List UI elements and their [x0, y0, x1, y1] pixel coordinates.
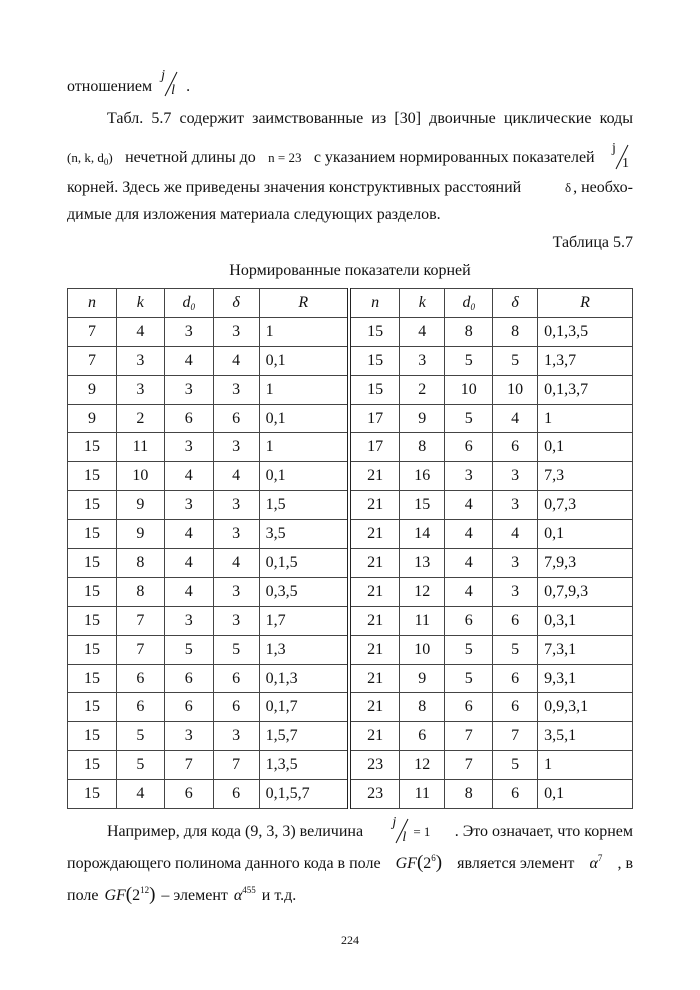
- table-cell: 6: [164, 693, 213, 722]
- table-cell: 23: [349, 780, 400, 809]
- length-limit: n = 23: [268, 150, 302, 165]
- table-cell: 21: [349, 462, 400, 491]
- table-row: [68, 520, 633, 549]
- table-cell: 8: [116, 577, 164, 606]
- fraction-denominator: 1: [621, 156, 629, 171]
- table-cell: 0,1: [259, 346, 349, 375]
- table-cell: 15: [68, 780, 117, 809]
- header-delta: δ: [213, 289, 259, 318]
- field-gf-2-12: $GF(2^{12})$: [104, 884, 156, 905]
- table-cell: 1,3,7: [538, 346, 633, 375]
- table-cell: 4: [445, 491, 493, 520]
- ratio-fraction-2: [609, 143, 631, 173]
- table-cell: 7,3: [538, 462, 633, 491]
- table-cell: 3: [164, 722, 213, 751]
- table-cell: 11: [400, 780, 445, 809]
- table-cell: 4: [445, 549, 493, 578]
- table-cell: 3: [213, 375, 259, 404]
- table-cell: 1: [259, 317, 349, 346]
- table-cell: 15: [68, 751, 117, 780]
- para1-line2-text-b: с указанием нормированных показателей: [313, 149, 595, 166]
- table-cell: 8: [400, 693, 445, 722]
- table-cell: 6: [445, 433, 493, 462]
- table-cell: 21: [349, 664, 400, 693]
- table-cell: 4: [164, 577, 213, 606]
- table-cell: 1,5: [259, 491, 349, 520]
- table-cell: 8: [445, 780, 493, 809]
- table-cell: 3: [164, 433, 213, 462]
- table-cell: 17: [349, 433, 400, 462]
- table-cell: 3: [116, 375, 164, 404]
- para2-line1: [67, 817, 633, 847]
- table-cell: 3,5: [259, 520, 349, 549]
- table-cell: 3: [493, 549, 538, 578]
- table-cell: 0,1,5: [259, 549, 349, 578]
- table-cell: 5: [493, 635, 538, 664]
- table-cell: 4: [116, 780, 164, 809]
- fraction-denominator: l: [171, 83, 176, 98]
- para2-line3-text-c: и т.д.: [261, 886, 297, 904]
- table-cell: 6: [164, 780, 213, 809]
- table-cell: 7: [68, 346, 117, 375]
- table-cell: 7: [164, 751, 213, 780]
- header-n: n: [349, 289, 400, 318]
- fraction-numerator: j: [161, 68, 166, 83]
- top-end: .: [186, 78, 191, 95]
- table-cell: 12: [400, 577, 445, 606]
- table-cell: 6: [493, 664, 538, 693]
- table-cell: 1,5,7: [259, 722, 349, 751]
- table-cell: 6: [164, 664, 213, 693]
- table-cell: 3,5,1: [538, 722, 633, 751]
- table-cell: 3: [164, 491, 213, 520]
- table-cell: 3: [213, 433, 259, 462]
- table-cell: 15: [68, 693, 117, 722]
- table-cell: 15: [68, 549, 117, 578]
- table-cell: 4: [400, 317, 445, 346]
- table-cell: 6: [116, 693, 164, 722]
- table-cell: 10: [116, 462, 164, 491]
- table-cell: 3: [164, 606, 213, 635]
- table-cell: 0,1: [538, 433, 633, 462]
- table-cell: 3: [213, 520, 259, 549]
- para1-line1: Табл. 5.7 содержит заимствованные из [30] двоичные циклические коды: [107, 110, 633, 127]
- table-cell: 9: [116, 520, 164, 549]
- table-cell: 0,1,5,7: [259, 780, 349, 809]
- table-cell: 7: [116, 635, 164, 664]
- table-row: [68, 433, 633, 462]
- para2-line2-text-c: , в: [617, 854, 633, 872]
- table-cell: 9: [116, 491, 164, 520]
- table-cell: 6: [213, 664, 259, 693]
- code-params: (n, k, $d_0$): [67, 150, 113, 167]
- table-cell: 6: [164, 404, 213, 433]
- table-cell: 0,1: [259, 462, 349, 491]
- delta-symbol: δ: [564, 180, 572, 195]
- table-cell: 21: [349, 606, 400, 635]
- header-d0: $d_0$: [164, 289, 213, 318]
- table-cell: 6: [493, 693, 538, 722]
- header-k: k: [400, 289, 445, 318]
- table-cell: 7: [445, 751, 493, 780]
- para1-line4: димые для изложения материала следующих разделов.: [67, 206, 441, 223]
- table-cell: 15: [68, 635, 117, 664]
- table-cell: 4: [164, 520, 213, 549]
- table-cell: 4: [164, 462, 213, 491]
- table-cell: 9: [68, 375, 117, 404]
- top-line: [67, 70, 190, 100]
- table-title: Нормированные показатели корней: [229, 262, 471, 279]
- table-cell: 5: [213, 635, 259, 664]
- table-row: [68, 346, 633, 375]
- table-cell: 9: [68, 404, 117, 433]
- table-cell: 15: [68, 520, 117, 549]
- table-cell: 0,3,5: [259, 577, 349, 606]
- table-cell: 21: [349, 693, 400, 722]
- para2-line2: [67, 853, 633, 874]
- roots-table: [67, 288, 633, 809]
- header-delta: δ: [493, 289, 538, 318]
- table-cell: 1: [538, 404, 633, 433]
- para1-line3-text-a: корней. Здесь же приведены значения конструктивных расстояний: [67, 179, 522, 196]
- table-cell: 7: [68, 317, 117, 346]
- table-cell: 10: [493, 375, 538, 404]
- table-cell: 3: [164, 375, 213, 404]
- header-d0: $d_0$: [445, 289, 493, 318]
- table-cell: 3: [213, 606, 259, 635]
- table-cell: 5: [445, 635, 493, 664]
- fraction-numerator: j: [611, 141, 616, 156]
- table-row: [68, 780, 633, 809]
- table-cell: 4: [493, 404, 538, 433]
- table-cell: 3: [213, 577, 259, 606]
- table-cell: 4: [493, 520, 538, 549]
- table-cell: 7: [213, 751, 259, 780]
- table-cell: 23: [349, 751, 400, 780]
- para2-line3: [67, 885, 296, 906]
- table-cell: 4: [445, 577, 493, 606]
- table-cell: 1,3: [259, 635, 349, 664]
- ratio-value: = 1: [413, 824, 431, 839]
- page-number: 224: [341, 933, 359, 947]
- table-cell: 3: [493, 577, 538, 606]
- table-cell: 6: [400, 722, 445, 751]
- table-cell: 10: [400, 635, 445, 664]
- table-cell: 6: [445, 606, 493, 635]
- table-row: [68, 635, 633, 664]
- table-cell: 3: [445, 462, 493, 491]
- table-cell: 0,3,1: [538, 606, 633, 635]
- table-cell: 15: [68, 606, 117, 635]
- table-cell: 21: [349, 635, 400, 664]
- table-cell: 21: [349, 491, 400, 520]
- table-cell: 11: [400, 606, 445, 635]
- para1-line2: [67, 143, 633, 173]
- header-r: R: [259, 289, 349, 318]
- table-cell: 3: [493, 462, 538, 491]
- table-cell: 8: [445, 317, 493, 346]
- table-cell: 5: [493, 751, 538, 780]
- table-cell: 17: [349, 404, 400, 433]
- table-cell: 11: [116, 433, 164, 462]
- table-cell: 9: [400, 404, 445, 433]
- table-cell: 4: [116, 317, 164, 346]
- table-cell: 0,1,3: [259, 664, 349, 693]
- table-cell: 3: [400, 346, 445, 375]
- table-cell: 15: [68, 577, 117, 606]
- para1-line2-text-a: нечетной длины до: [125, 149, 256, 166]
- table-cell: 5: [493, 346, 538, 375]
- header-k: k: [116, 289, 164, 318]
- table-row: [68, 491, 633, 520]
- table-row: [68, 577, 633, 606]
- table-cell: 6: [213, 780, 259, 809]
- table-cell: 2: [116, 404, 164, 433]
- table-row: [68, 664, 633, 693]
- table-cell: 0,1: [259, 404, 349, 433]
- table-cell: 5: [116, 722, 164, 751]
- table-cell: 10: [445, 375, 493, 404]
- table-cell: 8: [400, 433, 445, 462]
- table-cell: 0,1: [538, 780, 633, 809]
- element-alpha-7: $\alpha^7$: [589, 852, 603, 872]
- table-cell: 4: [445, 520, 493, 549]
- table-cell: 6: [493, 433, 538, 462]
- table-cell: 0,1: [538, 520, 633, 549]
- table-cell: 12: [400, 751, 445, 780]
- table-row: [68, 375, 633, 404]
- table-cell: 7: [445, 722, 493, 751]
- table-cell: 0,1,3,7: [538, 375, 633, 404]
- table-cell: 1: [259, 375, 349, 404]
- table-cell: 5: [445, 404, 493, 433]
- table-cell: 2: [400, 375, 445, 404]
- element-alpha-455: $\alpha^{455}$: [233, 884, 256, 904]
- table-cell: 1: [538, 751, 633, 780]
- table-cell: 0,7,3: [538, 491, 633, 520]
- field-gf-2-6: $GF(2^6)$: [395, 852, 443, 873]
- table-cell: 4: [213, 549, 259, 578]
- table-cell: 0,7,9,3: [538, 577, 633, 606]
- table-cell: 15: [68, 491, 117, 520]
- para1-line3: [67, 178, 633, 198]
- table-cell: 4: [213, 462, 259, 491]
- table-cell: 4: [164, 549, 213, 578]
- table-cell: 15: [349, 375, 400, 404]
- table-cell: 1: [259, 433, 349, 462]
- para2-line2-text-b: является элемент: [457, 854, 575, 872]
- para2-line3-text-b: – элемент: [161, 886, 228, 904]
- table-row: [68, 751, 633, 780]
- table-body: [68, 317, 633, 808]
- table-row: [68, 693, 633, 722]
- table-cell: 6: [116, 664, 164, 693]
- table-cell: 15: [68, 722, 117, 751]
- table-cell: 1,3,5: [259, 751, 349, 780]
- table-cell: 14: [400, 520, 445, 549]
- table-row: [68, 722, 633, 751]
- table-cell: 15: [68, 664, 117, 693]
- table-row: [68, 317, 633, 346]
- table-header-row: [68, 289, 633, 318]
- table-row: [68, 462, 633, 491]
- table-cell: 21: [349, 722, 400, 751]
- table-cell: 21: [349, 577, 400, 606]
- table-cell: 15: [349, 346, 400, 375]
- table-cell: 4: [213, 346, 259, 375]
- table-cell: 16: [400, 462, 445, 491]
- table-cell: 4: [164, 346, 213, 375]
- table-cell: 15: [349, 317, 400, 346]
- header-r: R: [538, 289, 633, 318]
- table-cell: 5: [445, 346, 493, 375]
- table-cell: 9: [400, 664, 445, 693]
- table-cell: 21: [349, 520, 400, 549]
- table-cell: 3: [493, 491, 538, 520]
- para2-line1-text-a: Например, для кода (9, 3, 3) величина: [107, 823, 364, 840]
- table-row: [68, 549, 633, 578]
- table-cell: 5: [445, 664, 493, 693]
- table-cell: 15: [400, 491, 445, 520]
- table-cell: 1,7: [259, 606, 349, 635]
- table-cell: 15: [68, 433, 117, 462]
- table-cell: 13: [400, 549, 445, 578]
- table-cell: 7: [116, 606, 164, 635]
- table-cell: 3: [164, 317, 213, 346]
- table-cell: 5: [164, 635, 213, 664]
- top-word: отношением: [67, 78, 153, 95]
- table-cell: 15: [68, 462, 117, 491]
- para2-line2-text-a: порождающего полинома данного кода в поле: [67, 854, 381, 872]
- para2-line3-text-a: поле: [67, 886, 99, 904]
- table-cell: 7: [493, 722, 538, 751]
- table-cell: 7,3,1: [538, 635, 633, 664]
- fraction-numerator: j: [392, 815, 397, 830]
- header-n: n: [68, 289, 117, 318]
- table-cell: 3: [116, 346, 164, 375]
- table-cell: 21: [349, 549, 400, 578]
- table-cell: 8: [116, 549, 164, 578]
- table-cell: 9,3,1: [538, 664, 633, 693]
- table-cell: 3: [213, 722, 259, 751]
- fraction-denominator: l: [402, 830, 407, 845]
- table-cell: 6: [213, 693, 259, 722]
- table-row: [68, 606, 633, 635]
- table-cell: 6: [213, 404, 259, 433]
- table-cell: 3: [213, 491, 259, 520]
- table-row: [68, 404, 633, 433]
- ratio-fraction: [158, 70, 180, 100]
- table-cell: 0,9,3,1: [538, 693, 633, 722]
- table-cell: 7,9,3: [538, 549, 633, 578]
- para2-line1-text-b: . Это означает, что корнем: [454, 823, 633, 840]
- para1-line3-text-b: , необхо-: [573, 179, 633, 196]
- table-cell: 3: [213, 317, 259, 346]
- table-label: Таблица 5.7: [552, 234, 633, 251]
- ratio-fraction-3: [389, 817, 411, 847]
- table-cell: 6: [493, 606, 538, 635]
- table-cell: 0,1,7: [259, 693, 349, 722]
- table-cell: 8: [493, 317, 538, 346]
- table-cell: 6: [445, 693, 493, 722]
- table-cell: 0,1,3,5: [538, 317, 633, 346]
- table-cell: 5: [116, 751, 164, 780]
- table-cell: 6: [493, 780, 538, 809]
